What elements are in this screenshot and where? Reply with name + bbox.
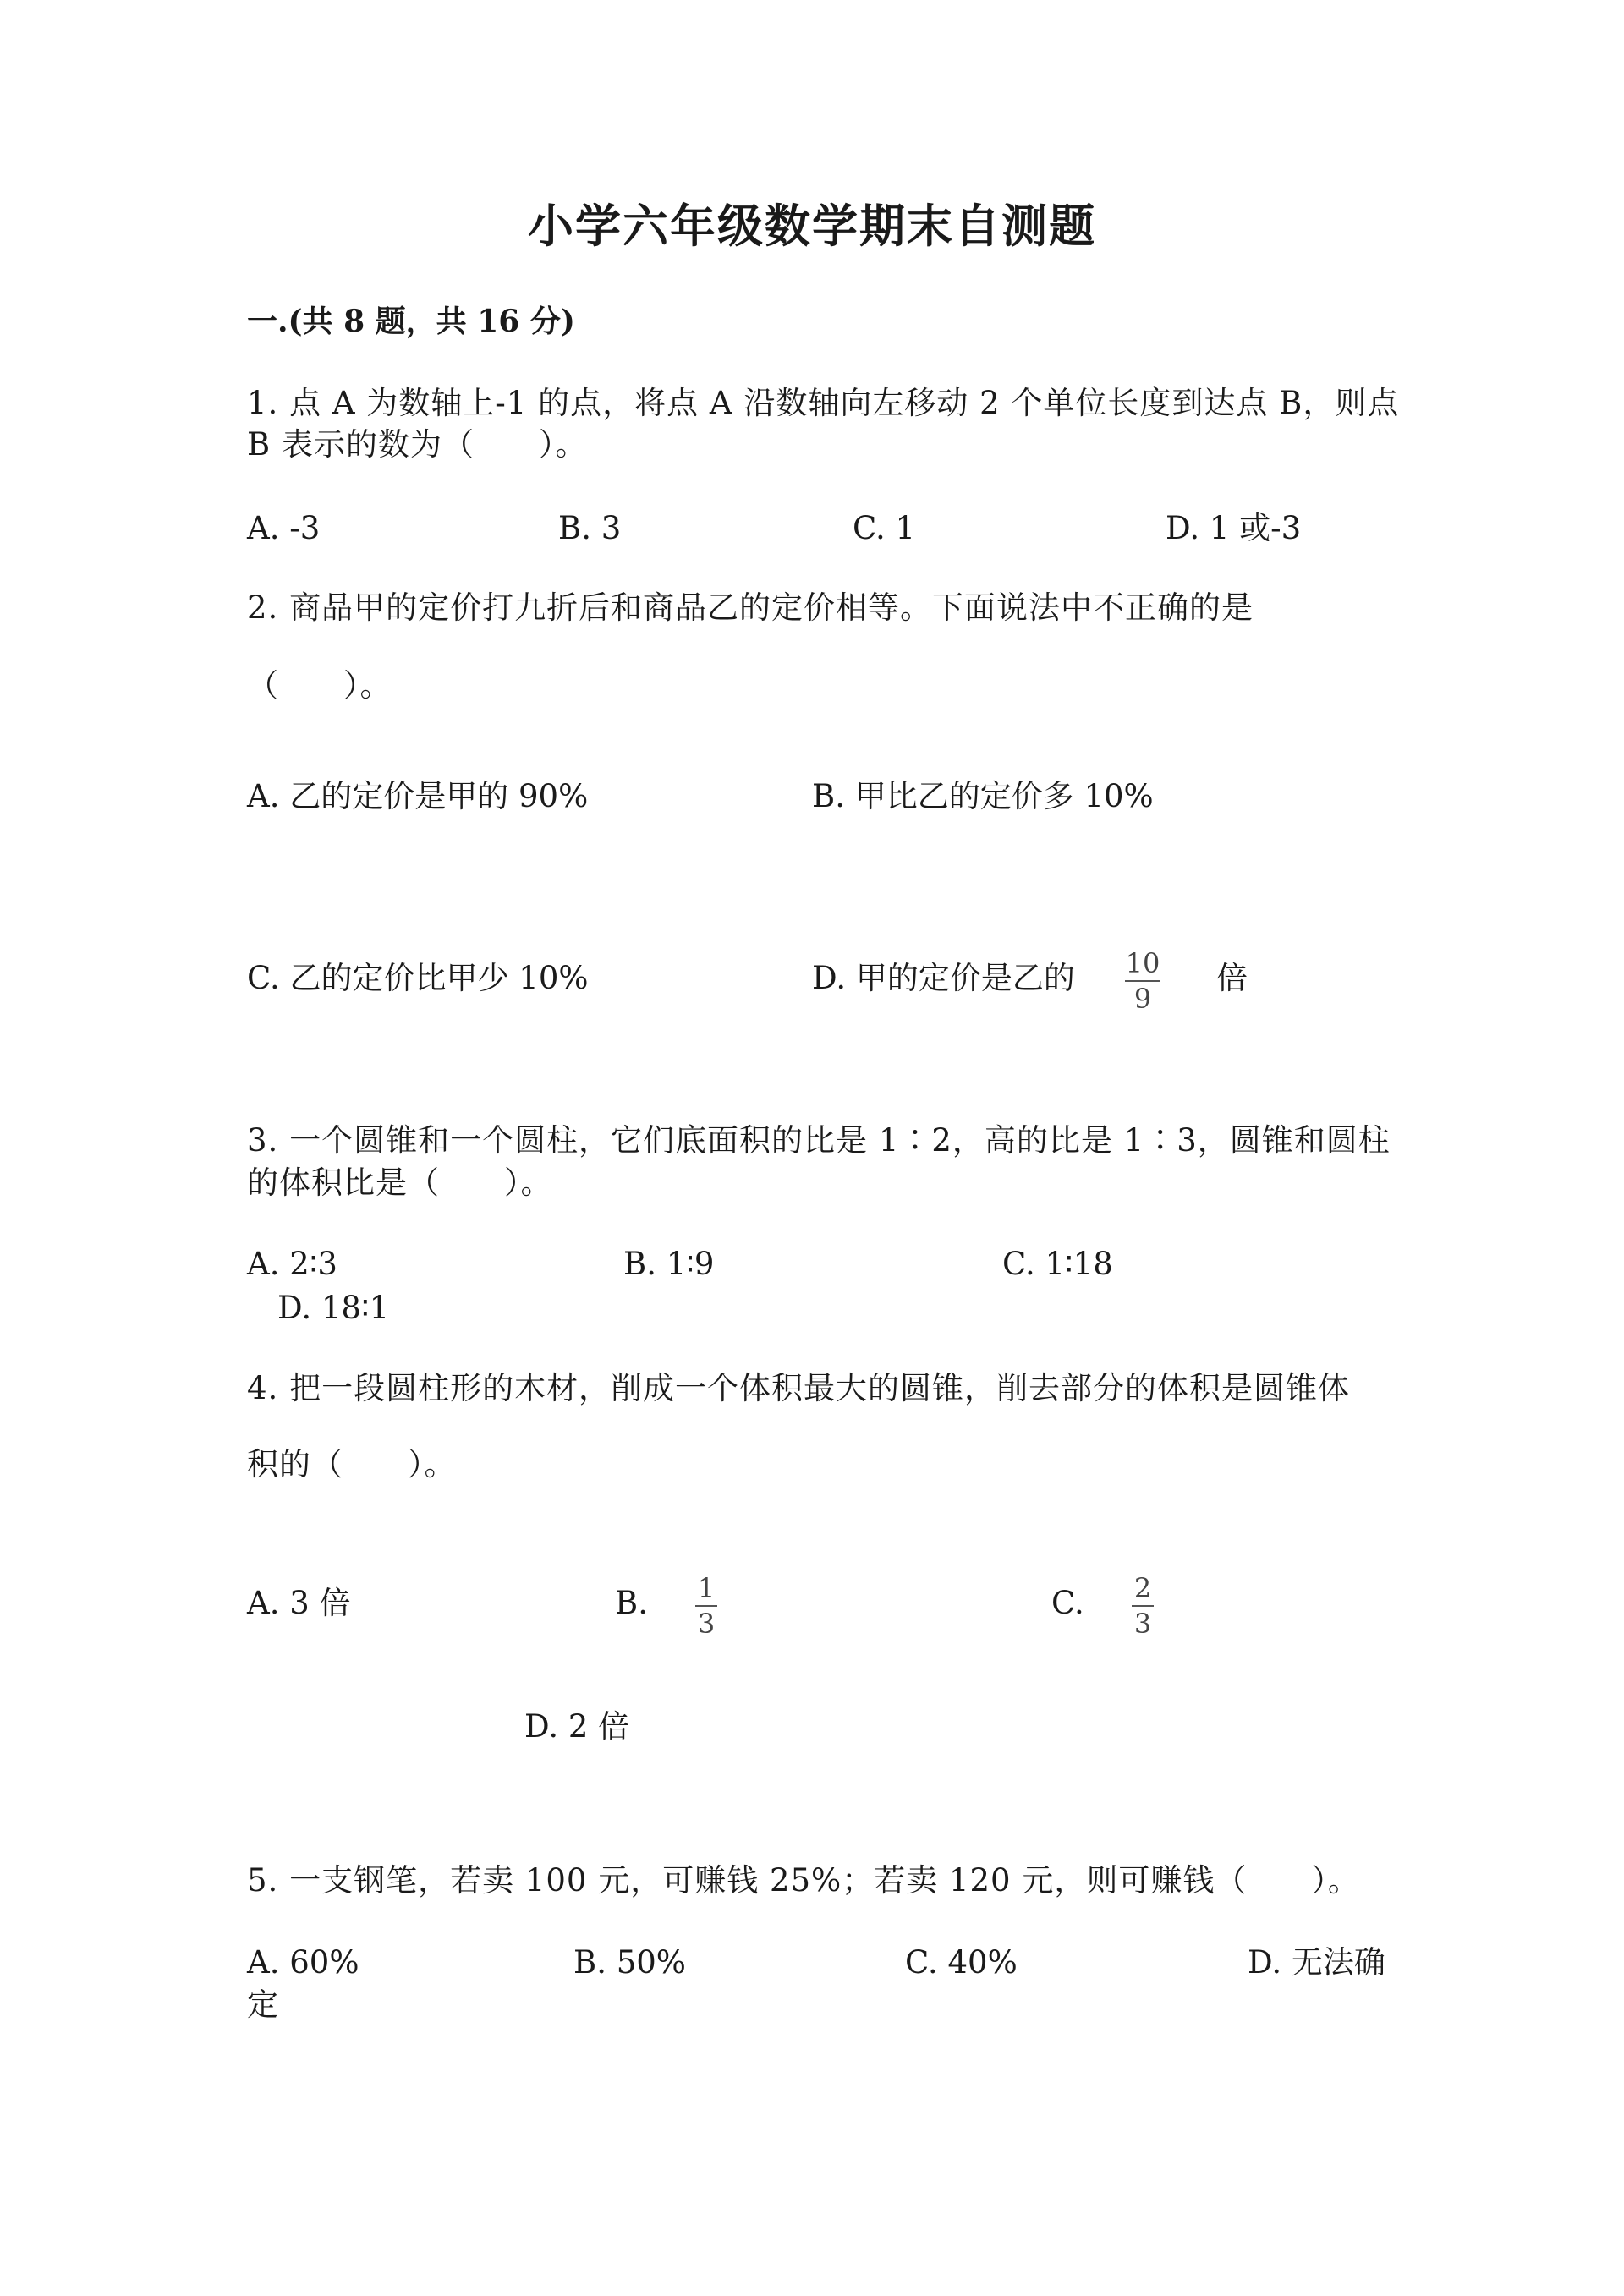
question-4-option-d: D. 2 倍 xyxy=(524,1708,630,1745)
question-4-option-b: B. xyxy=(615,1585,648,1621)
question-5-option-a: A. 60% xyxy=(247,1944,359,1981)
question-2-option-d-fraction xyxy=(1125,947,1160,1015)
fraction-bar xyxy=(1132,1605,1154,1607)
question-2-line-2: （ ）。 xyxy=(247,667,392,704)
question-4-option-c-fraction xyxy=(1132,1572,1154,1640)
question-2-option-b: B. 甲比乙的定价多 10% xyxy=(812,778,1154,814)
fraction-bar xyxy=(1125,980,1160,982)
question-1-option-c: C. 1 xyxy=(853,510,916,546)
question-3-option-b: B. 1∶9 xyxy=(623,1246,715,1282)
question-4-option-a: A. 3 倍 xyxy=(247,1585,351,1621)
question-3-option-a: A. 2∶3 xyxy=(247,1246,337,1282)
question-1-line-1: 1. 点 A 为数轴上-1 的点，将点 A 沿数轴向左移动 2 个单位长度到达点 B，则点 xyxy=(247,385,1400,421)
question-2-option-d: D. 甲的定价是乙的 xyxy=(812,960,1075,996)
question-1-line-2: B 表示的数为（ ）。 xyxy=(247,426,588,463)
question-5-option-d-wrap: 定 xyxy=(247,1986,278,2023)
question-2-option-d-suffix: 倍 xyxy=(1216,960,1248,996)
question-4-option-b-fraction xyxy=(695,1572,717,1640)
fraction-denominator: 3 xyxy=(1133,1608,1152,1640)
question-3-option-d: D. 18∶1 xyxy=(277,1290,390,1326)
question-5-option-c: C. 40% xyxy=(905,1944,1018,1981)
fraction-denominator: 3 xyxy=(697,1608,716,1640)
question-1-option-d: D. 1 或-3 xyxy=(1166,510,1302,546)
question-1-option-b: B. 3 xyxy=(558,510,622,546)
question-3-option-c: C. 1∶18 xyxy=(1002,1246,1113,1282)
question-4-option-c: C. xyxy=(1051,1585,1084,1621)
section-heading: 一.(共 8 题，共 16 分) xyxy=(247,304,575,339)
fraction-numerator: 1 xyxy=(697,1572,716,1604)
question-2-line-1: 2. 商品甲的定价打九折后和商品乙的定价相等。下面说法中不正确的是 xyxy=(247,589,1254,626)
question-2-option-c: C. 乙的定价比甲少 10% xyxy=(247,960,589,996)
question-3-line-2: 的体积比是（ ）。 xyxy=(247,1164,553,1201)
fraction-numerator: 2 xyxy=(1133,1572,1152,1604)
page-title: 小学六年级数学期末自测题 xyxy=(528,199,1096,253)
fraction-numerator: 10 xyxy=(1125,947,1160,979)
question-1-option-a: A. -3 xyxy=(247,510,321,546)
question-2-option-a: A. 乙的定价是甲的 90% xyxy=(247,778,589,814)
question-4-line-2: 积的（ ）。 xyxy=(247,1446,457,1482)
question-3-line-1: 3. 一个圆锥和一个圆柱，它们底面积的比是 1∶2，高的比是 1∶3，圆锥和圆柱 xyxy=(247,1122,1391,1159)
question-4-line-1: 4. 把一段圆柱形的木材，削成一个体积最大的圆锥，削去部分的体积是圆锥体 xyxy=(247,1370,1351,1406)
question-5-option-b: B. 50% xyxy=(573,1944,686,1981)
fraction-denominator: 9 xyxy=(1133,983,1152,1015)
fraction-bar xyxy=(695,1605,717,1607)
question-5-option-d: D. 无法确 xyxy=(1248,1944,1385,1981)
question-5-line-1: 5. 一支钢笔，若卖 100 元，可赚钱 25%；若卖 120 元，则可赚钱（ ）。 xyxy=(247,1862,1360,1899)
